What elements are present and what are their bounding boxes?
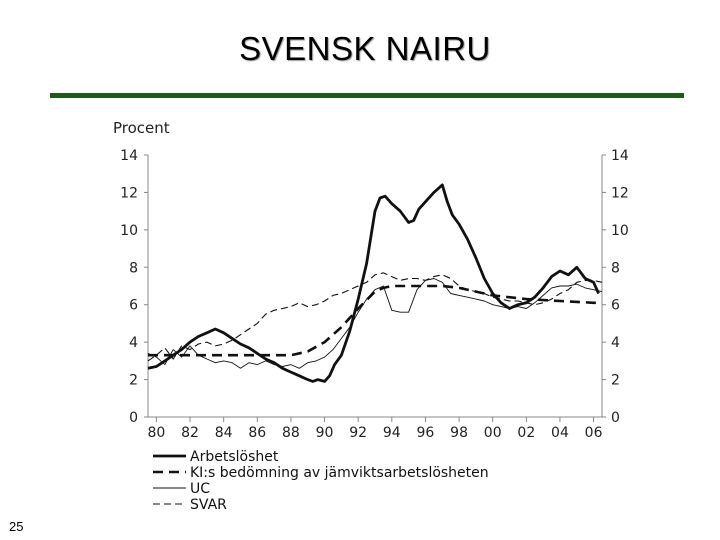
y-tick-label-right: 6 [611,297,620,314]
series-line-arbetslshet [148,185,599,382]
x-tick-label: 00 [483,425,502,441]
x-tick-label: 90 [315,425,334,441]
y-tick-label-right: 10 [611,222,629,239]
legend-label-uc: UC [190,481,211,497]
series-line-svar [148,273,602,361]
x-tick-label: 82 [181,425,199,441]
x-tick-label: 98 [450,425,468,441]
y-axis-label: Procent [113,119,170,137]
y-tick-label-right: 8 [611,260,620,277]
slide-title: SVENSK NAIRU [239,30,491,67]
y-tick-label-right: 12 [611,185,629,202]
y-tick-label-left: 2 [129,372,138,389]
y-tick-label-left: 14 [120,148,138,164]
y-tick-label-left: 4 [129,335,138,352]
x-tick-label: 94 [382,425,401,441]
y-tick-label-left: 6 [129,297,138,314]
x-tick-label: 80 [147,425,166,441]
legend-label-kis: KI:s bedömning av jämviktsarbetslösheten [190,465,489,481]
x-tick-label: 96 [416,425,435,441]
chart-axes [120,148,629,441]
y-tick-label-left: 8 [129,260,138,277]
y-tick-label-left: 10 [120,222,138,239]
x-tick-label: 04 [551,425,569,441]
x-tick-label: 02 [517,425,536,441]
x-tick-label: 88 [282,425,300,441]
y-tick-label-right: 0 [611,410,620,426]
y-tick-label-right: 14 [611,148,629,164]
x-tick-label: 06 [584,425,603,441]
y-tick-label-right: 2 [611,372,620,389]
chart-legend [153,449,489,513]
legend-label-arbetslshet: Arbetslöshet [190,449,279,465]
x-tick-label: 86 [248,425,267,441]
x-tick-label: 92 [349,425,368,441]
x-tick-label: 84 [214,425,233,441]
slide-number: 25 [9,519,24,534]
y-tick-label-left: 12 [120,185,138,202]
y-tick-label-right: 4 [611,335,620,352]
legend-label-svar: SVAR [190,497,227,513]
series-layer [148,185,602,382]
y-tick-label-left: 0 [129,410,138,426]
